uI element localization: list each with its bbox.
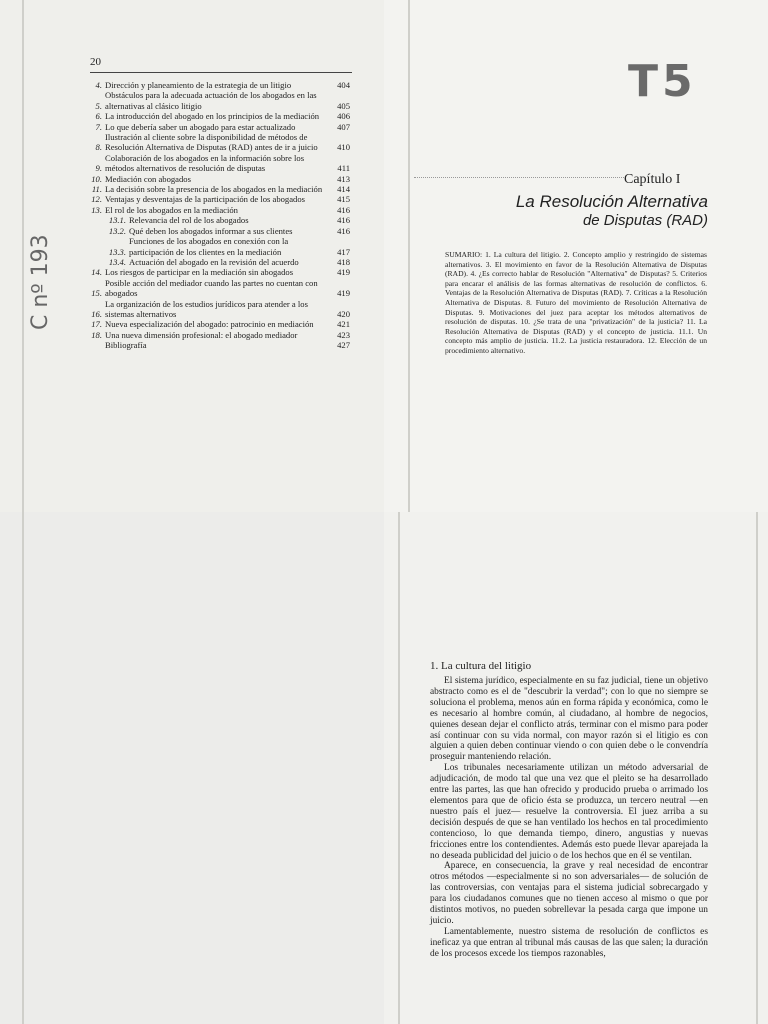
- section-title: 1. La cultura del litigio: [430, 660, 532, 672]
- toc-entry: [88, 257, 350, 267]
- toc-text: El rol de los abogados en la mediación: [105, 204, 238, 215]
- toc-text: Funciones de los abogados en conexión con la participación de los clientes en la mediación: [129, 236, 289, 257]
- toc-entry: [88, 132, 350, 153]
- toc-page: 415: [337, 194, 350, 205]
- toc-page: 417: [337, 246, 350, 257]
- toc-entry: [88, 226, 350, 236]
- toc-page: 419: [337, 267, 350, 278]
- toc-entry: [88, 205, 350, 215]
- toc-page: 416: [337, 225, 350, 236]
- toc-page: 418: [337, 256, 350, 267]
- toc-page: 416: [337, 204, 350, 215]
- toc-entry: [88, 80, 350, 90]
- toc-number: 5.: [95, 100, 102, 111]
- toc-number: 8.: [95, 142, 102, 153]
- toc-page: 419: [337, 288, 350, 299]
- toc-entry: [88, 319, 350, 329]
- toc-entry: [88, 111, 350, 121]
- toc-entry: [88, 122, 350, 132]
- chapter-title-line1: La Resolución Alternativa: [515, 192, 708, 211]
- toc-number: 18.: [91, 329, 102, 340]
- page-number: 20: [90, 56, 101, 68]
- toc-page: 416: [337, 215, 350, 226]
- toc-text: Ventajas y desventajas de la participación de los abogados: [105, 194, 305, 205]
- toc-text: Bibliografía: [105, 340, 147, 351]
- toc-entry: [88, 278, 350, 299]
- toc-number: 12.: [91, 194, 102, 205]
- toc-text: Los riesgos de participar en la mediación sin abogados: [105, 267, 294, 278]
- toc-number: 6.: [95, 111, 102, 122]
- toc-entry: [88, 267, 350, 277]
- body-text: [430, 676, 708, 960]
- scan-edge: [756, 512, 758, 1024]
- toc-page: 404: [337, 80, 350, 90]
- table-of-contents: [88, 80, 350, 351]
- toc-page: 414: [337, 184, 350, 195]
- scan-edge: [22, 512, 24, 1024]
- body-paragraph: El sistema jurídico, especialmente en su faz judicial, tiene un objetivo abstracto como es el de "descubrir la verdad"; con lo que no siempre se soluciona el problema, menos aún en forma rápida y económica, como le es necesario al hombre común, al ciudadano, al hombre de negocios, quienes desean dejar el conflicto atrás, terminar con el mismo para poder así continuar con su vida normal, con mayor razón si el litigio es con alguien a quien deben continuar viendo o con quien debe o le convendría proseguir manteniendo relación.: [430, 676, 708, 763]
- toc-entry: [88, 90, 350, 111]
- toc-page: 421: [337, 319, 350, 330]
- body-paragraph: Lamentablemente, nuestro sistema de resolución de conflictos es ineficaz ya que entran al tribunal más causas de las que salen; la duración de los procesos excede los tiempos razonables,: [430, 926, 708, 959]
- toc-entry: [88, 174, 350, 184]
- chapter-rule: [414, 177, 624, 178]
- body-paragraph: Aparece, en consecuencia, la grave y real necesidad de encontrar otros métodos —especialmente si no son adversariales— de solución de las controversias, con ventajas para el sistema judicial sobrecargado y para los ciudadanos comunes que no tienen acceso al mismo o que por distintos motivos, no pueden sobrellevar la pesada carga que impone un juicio.: [430, 861, 708, 926]
- toc-entry: [88, 215, 350, 225]
- toc-number: 9.: [95, 163, 102, 174]
- toc-text: La introducción del abogado en los principios de la mediación: [105, 111, 320, 122]
- toc-text: Relevancia del rol de los abogados: [129, 215, 249, 226]
- toc-text: Actuación del abogado en la revisión del acuerdo: [129, 256, 299, 267]
- toc-entry: [88, 340, 350, 350]
- toc-entry: [88, 299, 350, 320]
- toc-page: 411: [337, 163, 350, 174]
- toc-entry: [88, 194, 350, 204]
- toc-page: 405: [337, 100, 350, 111]
- toc-page: 423: [337, 329, 350, 340]
- toc-text: Ilustración al cliente sobre la disponibilidad de métodos de Resolución Alternativa de Disputas (RAD) antes de ir a juicio: [105, 132, 318, 153]
- toc-entry: [88, 330, 350, 340]
- toc-entry: [88, 236, 350, 257]
- toc-number: 14.: [91, 267, 102, 278]
- scan-edge: [408, 0, 410, 512]
- toc-text: Mediación con abogados: [105, 173, 191, 184]
- toc-text: La decisión sobre la presencia de los abogados en la mediación: [105, 184, 323, 195]
- chapter-label: Capítulo I: [624, 172, 681, 187]
- chapter-title-line2: de Disputas (RAD): [582, 212, 708, 229]
- toc-text: Qué deben los abogados informar a sus clientes: [129, 225, 293, 236]
- toc-text: Colaboración de los abogados en la información sobre los métodos alternativos de resolución de disputas: [105, 152, 305, 174]
- toc-entry: [88, 153, 350, 174]
- toc-entry: [88, 184, 350, 194]
- toc-text: Lo que debería saber un abogado para estar actualizado: [105, 121, 296, 132]
- handwritten-mark: T5: [628, 56, 697, 107]
- toc-number: 13.: [91, 204, 102, 215]
- toc-number: 4.: [95, 80, 102, 90]
- toc-text: Obstáculos para la adecuada actuación de los abogados en las alternativas al clásico litigio: [105, 90, 317, 111]
- scan-edge: [22, 0, 24, 512]
- toc-number: 13.1.: [108, 215, 126, 226]
- handwritten-margin-note: C nº 193: [28, 234, 53, 330]
- toc-number: 7.: [95, 121, 102, 132]
- toc-number: 17.: [91, 319, 102, 330]
- scan-edge: [398, 512, 400, 1024]
- toc-text: Dirección y planeamiento de la estrategia de un litigio: [105, 80, 292, 90]
- toc-text: Una nueva dimensión profesional: el abogado mediador: [105, 329, 298, 340]
- toc-page: 410: [337, 142, 350, 153]
- toc-page: 407: [337, 121, 350, 132]
- toc-page: 406: [337, 111, 350, 122]
- toc-number: 13.3.: [108, 246, 126, 257]
- body-paragraph: Los tribunales necesariamente utilizan un método adversarial de adjudicación, de modo tal que una vez que el pleito se ha desarrollado entre las partes, las que han ofrecido y producido prueba o arrimado los elementos para que de oficio ésta se produzca, un tercero neutral —en nuestro país el juez— resuelve la controversia. El juez arriba a su decisión después de que se han ventilado los hechos en tal procedimiento contencioso, lo que demanda tiempo, dinero, angustias y nuevas fricciones entre los contendientes. Además esto puede llevar aparejada la no deseada publicidad del juicio o de los hechos que en él se ventilan.: [430, 763, 708, 861]
- bottom-left-page: [0, 512, 384, 1024]
- toc-page: 420: [337, 308, 350, 319]
- toc-page: 427: [337, 340, 350, 351]
- toc-number: 15.: [91, 288, 102, 299]
- header-rule: [90, 72, 352, 73]
- toc-number: 13.2.: [108, 225, 126, 236]
- toc-number: 11.: [91, 184, 102, 195]
- toc-text: La organización de los estudios jurídicos para atender a los sistemas alternativos: [105, 298, 308, 319]
- toc-text: Posible acción del mediador cuando las partes no cuentan con abogados: [105, 277, 318, 299]
- chapter-summary: SUMARIO: 1. La cultura del litigio. 2. Concepto amplio y restringido de sistemas alternativos. 3. El movimiento en favor de la Resolución Alternativa de Disputas (RAD). 4. ¿Es correcto hablar de Resolución "Alternativa" de Disputas? 5. Criterios para encarar el análisis de las formas alternativas de resolución de conflictos. 6. Ventajas de la Resolución Alternativa de Disputas (RAD). 7. Críticas a la Resolución Alternativa de Disputas. 8. Futuro del movimiento de Resolución Alternativa de Disputas. 9. Motivaciones del juez para aceptar los métodos alternativos de resolución de disputas. 10. ¿Se trata de una "privatización" de la justicia? 11. La Resolución Alternativa de Disputas (RAD) y el concepto de justicia. 11.1. Un concepto más amplio de justicia. 11.2. La justicia restauradora. 12. Elección de un procedimiento alternativo.: [445, 250, 707, 355]
- toc-number: 13.4.: [108, 256, 126, 267]
- toc-text: Nueva especialización del abogado: patrocinio en mediación: [105, 319, 314, 330]
- toc-number: 16.: [91, 308, 102, 319]
- toc-number: 10.: [91, 173, 102, 184]
- toc-page: 413: [337, 173, 350, 184]
